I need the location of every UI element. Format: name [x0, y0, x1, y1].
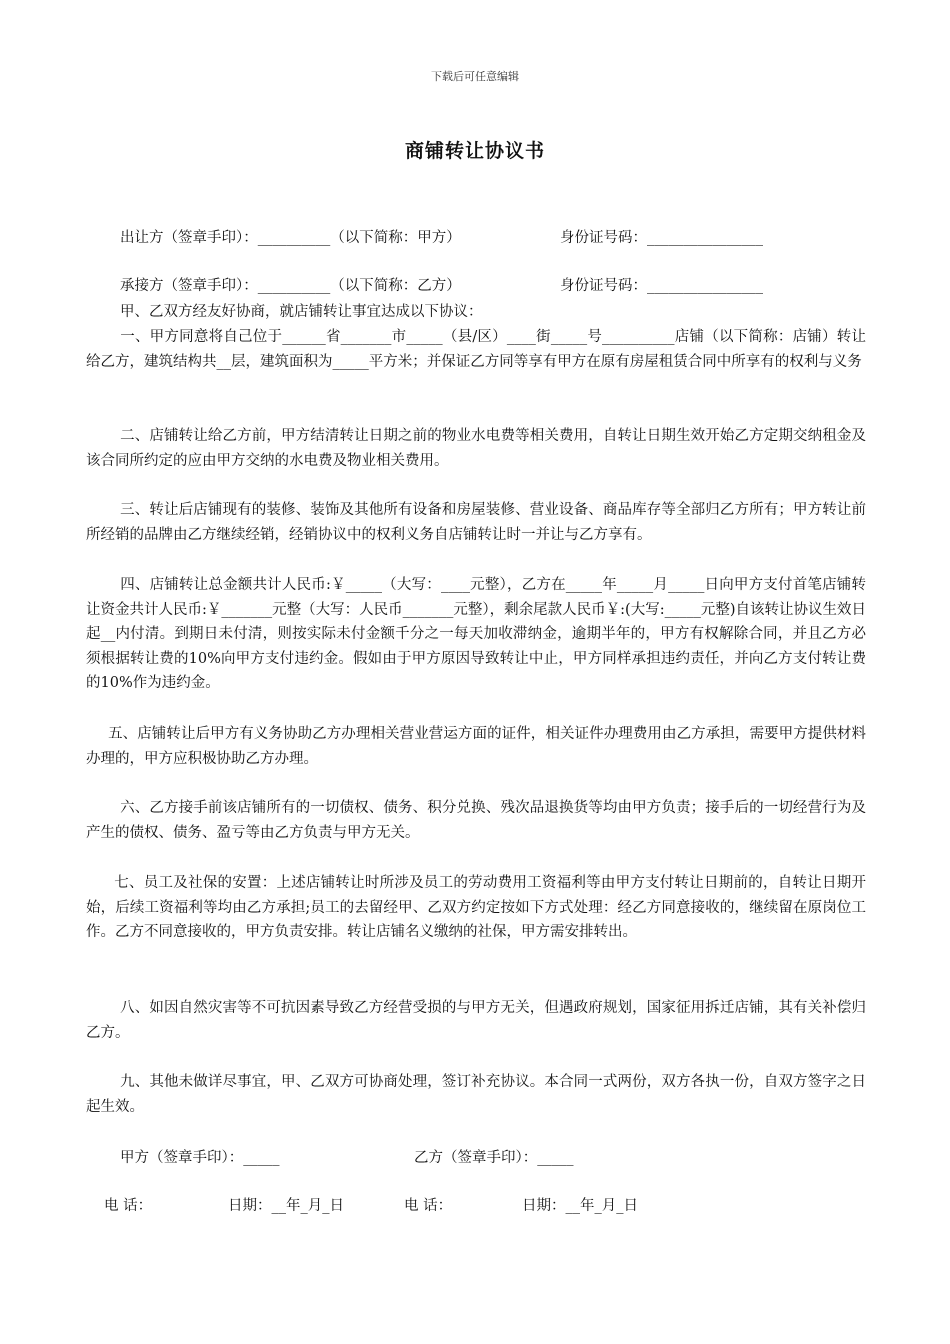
party-a-phone: 电 话：: [104, 1198, 153, 1214]
clause-6: [86, 796, 866, 845]
transferee-id-line: 身份证号码：________________: [560, 278, 763, 294]
clause-5: [86, 722, 866, 771]
clause-1: [86, 325, 866, 374]
header-note: 下载后可任意编辑: [431, 70, 519, 83]
party-a-signature: 甲方（签章手印）：_____: [120, 1150, 280, 1166]
clause-9-text: 九、其他未做详尽事宜，甲、乙双方可协商处理，签订补充协议。本合同一式两份，双方各执一份，自双方签字之日起生效。: [86, 1074, 866, 1115]
clause-8: [86, 996, 866, 1045]
clause-7-text: 七、员工及社保的安置：上述店铺转让时所涉及员工的劳动费用工资福利等由甲方支付转让日期前的，自转让日期开始，后续工资福利等均由乙方承担;员工的去留经甲、乙双方约定按如下方式处理：经乙方同意接收的，继续留在原岗位工作。乙方不同意接收的，甲方负责安排。转让店铺名义缴纳的社保，甲方需安排转出。: [86, 875, 866, 940]
clause-1-text: 一、甲方同意将自己位于______省_______市_____（县/区）____街_____号__________店铺（以下简称：店铺）转让给乙方，建筑结构共__层，建筑面积为_____平方米；并保证乙方同等享有甲方在原有房屋租赁合同中所享有的权利与义务: [86, 329, 866, 370]
clause-2: [86, 424, 866, 473]
transferor-id-line: 身份证号码：________________: [560, 230, 763, 246]
preamble: 甲、乙双方经友好协商，就店铺转让事宜达成以下协议：: [120, 304, 483, 320]
transferor-line: 出让方（签章手印）：__________（以下简称：甲方）: [120, 230, 461, 246]
party-a-date: 日期：__年_月_日: [228, 1198, 344, 1214]
party-b-signature: 乙方（签章手印）：_____: [414, 1150, 574, 1166]
party-b-date: 日期：__年_月_日: [522, 1198, 638, 1214]
clause-4: [86, 573, 866, 696]
clause-6-text: 六、乙方接手前该店铺所有的一切债权、债务、积分兑换、残次品退换货等均由甲方负责；接手后的一切经营行为及产生的债权、债务、盈亏等由乙方负责与甲方无关。: [86, 800, 866, 841]
clause-4-text: 四、店铺转让总金额共计人民币:￥_____（大写：____元整），乙方在_____年_____月_____日向甲方支付首笔店铺转让资金共计人民币:￥_______元整（大写：人民币_______元整），剩余尾款人民币￥:(大写:_____元整)自该转让协议生效日起__内付清。到期日未付清，则按实际未付金额千分之一每天加收滞纳金，逾期半年的，甲方有权解除合同，并且乙方必须根据转让费的10%向甲方支付违约金。假如由于甲方原因导致转让中止，甲方同样承担违约责任，并向乙方支付转让费的10%作为违约金。: [86, 577, 866, 691]
party-b-phone: 电 话：: [404, 1198, 453, 1214]
document-title: 商铺转让协议书: [404, 140, 545, 162]
clause-9: [86, 1070, 866, 1119]
clause-2-text: 二、店铺转让给乙方前，甲方结清转让日期之前的物业水电费等相关费用，自转让日期生效开始乙方定期交纳租金及该合同所约定的应由甲方交纳的水电费及物业相关费用。: [86, 428, 866, 469]
transferee-line: 承接方（签章手印）：__________（以下简称：乙方）: [120, 278, 461, 294]
clause-7: [86, 871, 866, 945]
clause-3: [86, 498, 866, 547]
clause-5-text: 五、店铺转让后甲方有义务协助乙方办理相关营业营运方面的证件，相关证件办理费用由乙方承担，需要甲方提供材料办理的，甲方应积极协助乙方办理。: [86, 726, 866, 767]
clause-8-text: 八、如因自然灾害等不可抗因素导致乙方经营受损的与甲方无关，但遇政府规划，国家征用拆迁店铺，其有关补偿归乙方。: [86, 1000, 866, 1041]
clause-3-text: 三、转让后店铺现有的装修、装饰及其他所有设备和房屋装修、营业设备、商品库存等全部归乙方所有；甲方转让前所经销的品牌由乙方继续经销，经销协议中的权利义务自店铺转让时一并让与乙方享有。: [86, 502, 866, 543]
